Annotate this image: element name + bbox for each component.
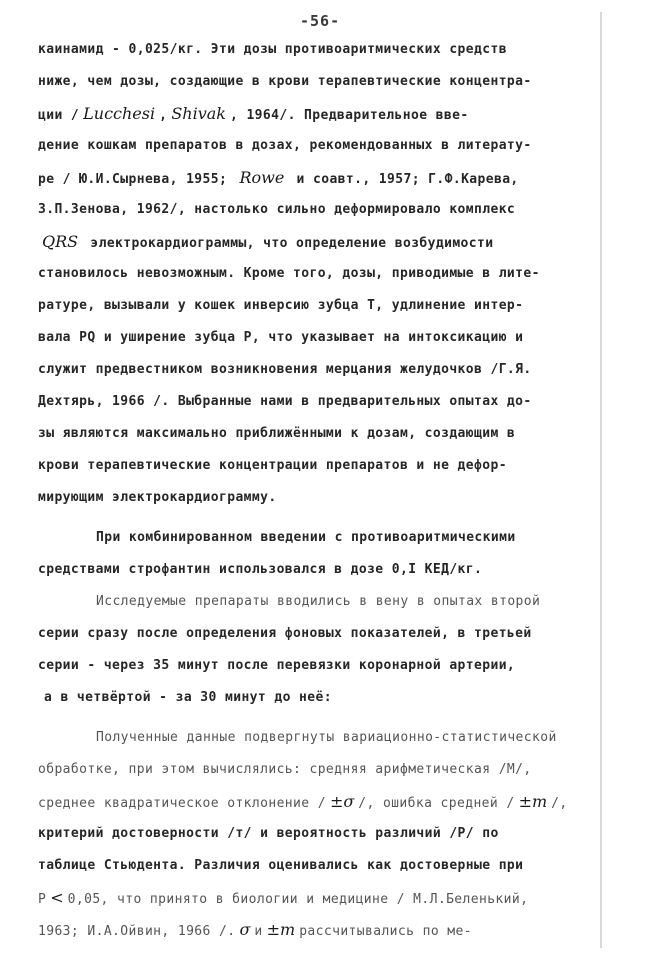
text-segment: ре / Ю.И.Сырнева, 1955; bbox=[38, 172, 228, 187]
handwritten-sigma-symbol: σ bbox=[239, 920, 251, 939]
text-line-23: обработке, при этом вычислялись: средняя арифметическая /М/, bbox=[38, 762, 532, 777]
text-line-13: зы являются максимально приближёнными к дозам, создающим в bbox=[38, 426, 516, 441]
text-line-28 bbox=[38, 922, 472, 940]
text-segment: /, ошибка средней / bbox=[358, 796, 515, 811]
handwritten-sigma-symbol: ±σ bbox=[329, 792, 355, 811]
text-segment: и bbox=[254, 924, 263, 939]
text-segment: ции / bbox=[38, 108, 80, 123]
text-line-18: Исследуемые препараты вводились в вену в опытах второй bbox=[96, 594, 541, 609]
handwritten-qrs: QRS bbox=[42, 232, 79, 251]
page-edge-line bbox=[600, 12, 602, 948]
text-line-4: дение кошкам препаратов в дозах, рекомендованных в литерату- bbox=[38, 138, 532, 153]
text-line-9: ратуре, вызывали у кошек инверсию зубца Т, удлинение интер- bbox=[38, 298, 524, 313]
text-line-21: а в четвёртой - за 30 минут до неё: bbox=[44, 690, 332, 705]
text-line-2: ниже, чем дозы, создающие в крови терапевтические концентра- bbox=[38, 74, 532, 89]
text-segment: среднее квадратическое отклонение / bbox=[38, 796, 326, 811]
handwritten-author-shivak: Shivak bbox=[171, 104, 226, 123]
handwritten-less-than: < bbox=[50, 888, 64, 907]
page-number: -56- bbox=[300, 12, 341, 30]
text-segment: , 1964/. Предварительное вве- bbox=[229, 108, 469, 123]
text-line-20: серии - через 35 минут после перевязки коронарной артерии, bbox=[38, 658, 516, 673]
text-line-8: становилось невозможным. Кроме того, дозы, приводимые в лите- bbox=[38, 266, 540, 281]
text-line-5 bbox=[38, 170, 519, 188]
handwritten-m-symbol: ±m bbox=[266, 920, 296, 939]
text-line-11: служит предвестником возникновения мерцания желудочков /Г.Я. bbox=[38, 362, 532, 377]
text-line-27 bbox=[38, 890, 528, 908]
text-line-25: критерий достоверности /т/ и вероятность различий /Р/ по bbox=[38, 826, 499, 841]
text-line-26: таблице Стьюдента. Различия оценивались как достоверные при bbox=[38, 858, 524, 873]
handwritten-author-lucchesi: Lucchesi bbox=[83, 104, 156, 123]
text-segment: электрокардиограммы, что определение возбудимости bbox=[90, 236, 494, 251]
text-line-12: Дехтярь, 1966 /. Выбранные нами в предварительных опытах до- bbox=[38, 394, 532, 409]
text-segment: и соавт., 1957; Г.Ф.Карева, bbox=[296, 172, 519, 187]
text-segment: Р bbox=[38, 892, 47, 907]
text-line-14: крови терапевтические концентрации препаратов и не дефор- bbox=[38, 458, 507, 473]
text-segment: 1963; И.А.Ойвин, 1966 /. bbox=[38, 924, 236, 939]
handwritten-m-symbol: ±m bbox=[518, 792, 548, 811]
text-segment: 0,05, что принято в биологии и медицине / М.Л.Беленький, bbox=[67, 892, 529, 907]
text-line-3 bbox=[38, 106, 469, 124]
text-line-10: вала PQ и уширение зубца Р, что указывает на интоксикацию и bbox=[38, 330, 524, 345]
text-line-15: мирующим электрокардиограмму. bbox=[38, 490, 277, 505]
text-line-24 bbox=[38, 794, 568, 812]
text-line-22: Полученные данные подвергнуты вариационно-статистической bbox=[96, 730, 557, 745]
text-segment: /, bbox=[551, 796, 568, 811]
text-line-16: При комбинированном введении с противоаритмическими bbox=[96, 530, 516, 545]
text-segment: , bbox=[159, 108, 168, 123]
text-line-6: З.П.Зенова, 1962/, настолько сильно деформировало комплекс bbox=[38, 202, 516, 217]
text-line-17: средствами строфантин использовался в дозе 0,I КЕД/кг. bbox=[38, 562, 483, 577]
text-line-19: серии сразу после определения фоновых показателей, в третьей bbox=[38, 626, 532, 641]
handwritten-author-rowe: Rowe bbox=[239, 168, 285, 187]
text-line-7 bbox=[38, 234, 493, 252]
text-line-1: каинамид - 0,025/кг. Эти дозы противоаритмических средств bbox=[38, 42, 507, 57]
text-segment: рассчитывались по ме- bbox=[299, 924, 472, 939]
